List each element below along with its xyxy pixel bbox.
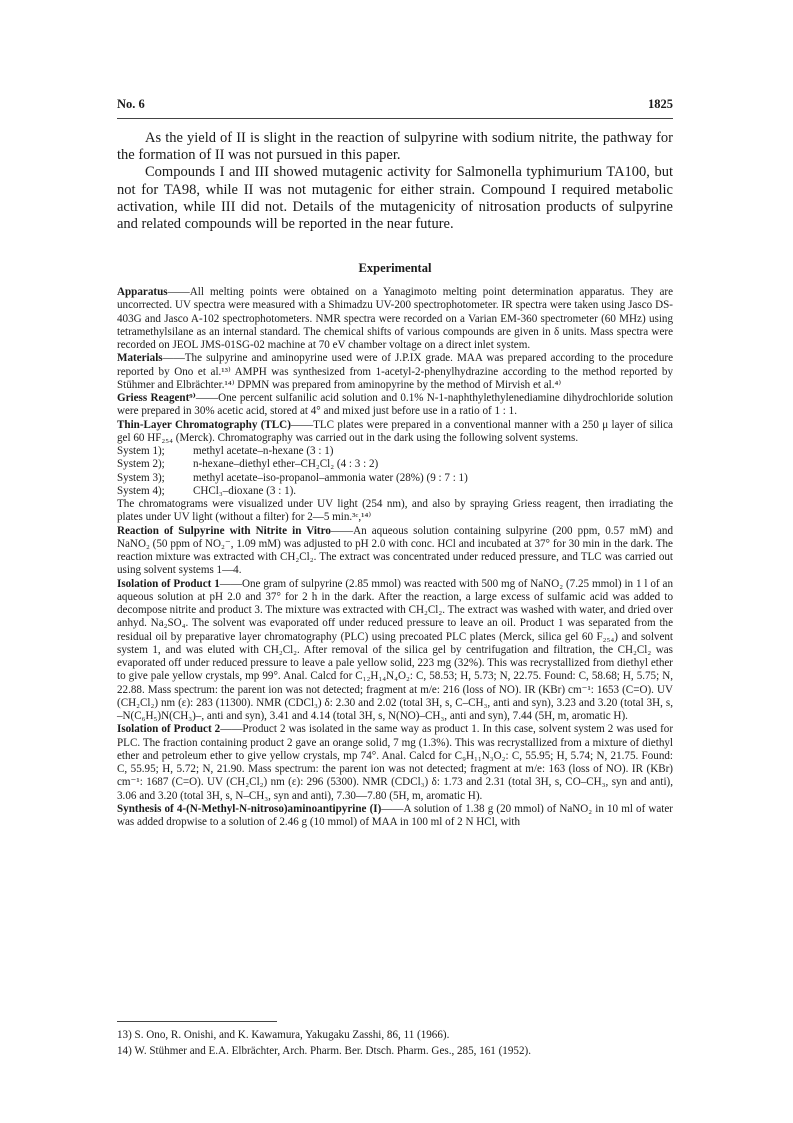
- section-text: ——One percent sulfanilic acid solution and 0.1% N-1-naphthylethylenediamine dihydrochloride solution were prepared in 30% acetic acid, stored at 4° and mixed just before use in a ratio of 1 : 1.: [117, 392, 673, 418]
- section-heading: Thin-Layer Chromatography (TLC): [117, 418, 291, 431]
- section-heading: Synthesis of 4-(N-Methyl-N-nitroso)aminoantipyrine (I): [117, 802, 382, 815]
- system-value: CHCl₃–dioxane (3 : 1).: [193, 484, 297, 497]
- section-heading: Reaction of Sulpyrine with Nitrite in Vitro: [117, 524, 331, 537]
- system-value: methyl acetate–iso-propanol–ammonia water (28%) (9 : 7 : 1): [193, 471, 468, 484]
- list-item: [117, 445, 673, 458]
- section-text: ——Product 2 was isolated in the same way as product 1. In this case, solvent system 2 was used for PLC. The fraction containing product 2 gave an orange solid, 7 mg (1.3%). This was recrystallized from a mixture of diethyl ether and petroleum ether to give yellow crystals, mp 74°. Anal. Calcd for C₉H₁₁N₃O₂: C, 55.95; H, 5.74; N, 21.75. Found: C, 55.95; H, 5.72; N, 21.90. Mass spectrum: the parent ion was not detected; fragment at m/e: 163 (loss of NO). IR (KBr) cm⁻¹: 1687 (C=O). UV (CH₂Cl₂) nm (ε): 296 (5300). NMR (CDCl₃) δ: 1.73 and 2.31 (total 3H, s, CO–CH₃, syn and anti), 3.06 and 3.20 (total 3H, s, N–CH₃, syn and anti), 7.30—7.80 (5H, m, aromatic H).: [117, 723, 674, 802]
- footnote: 13) S. Ono, R. Onishi, and K. Kawamura, Yakugaku Zasshi, 86, 11 (1966).: [117, 1029, 450, 1041]
- materials-paragraph: [117, 352, 673, 392]
- synthesis-paragraph: [117, 803, 673, 830]
- system-label: System 3);: [117, 471, 165, 484]
- section-text: ——TLC plates were prepared in a conventional manner with a 250 μ layer of silica gel 60 HF₂₅₄ (Merck). Chromatography was carried out in the dark using the following solvent systems.: [117, 418, 673, 444]
- experimental-body: [117, 286, 673, 829]
- footnotes: [117, 1027, 687, 1059]
- section-heading: Materials: [117, 352, 163, 365]
- footnote-rule: [117, 1021, 277, 1022]
- list-item: [117, 472, 673, 485]
- product1-paragraph: [117, 578, 673, 724]
- list-item: [117, 485, 673, 498]
- section-heading: Isolation of Product 2: [117, 723, 221, 736]
- system-label: System 4);: [117, 484, 165, 497]
- system-label: System 2);: [117, 458, 165, 471]
- page-header: [117, 97, 673, 113]
- system-value: methyl acetate–n-hexane (3 : 1): [193, 445, 334, 457]
- griess-paragraph: [117, 392, 673, 419]
- footnote: 14) W. Stühmer and E.A. Elbrächter, Arch. Pharm. Ber. Dtsch. Pharm. Ges., 285, 161 (1952).: [117, 1045, 531, 1057]
- section-text: ——A solution of 1.38 g (20 mmol) of NaNO₂ in 10 ml of water was added dropwise to a solution of 2.46 g (10 mmol) of MAA in 100 ml of 2 N HCl, with: [117, 802, 674, 828]
- reaction-paragraph: [117, 525, 673, 578]
- header-rule: [117, 118, 673, 119]
- intro-paragraph: As the yield of II is slight in the reaction of sulpyrine with sodium nitrite, the pathway for the formation of II was not pursued in this paper.: [117, 130, 673, 164]
- apparatus-paragraph: [117, 286, 673, 352]
- solvent-systems-list: [117, 445, 673, 498]
- intro-text: [117, 130, 673, 233]
- tlc-visualization-paragraph: The chromatograms were visualized under UV light (254 nm), and also by spraying Griess reagent, then irradiating the plates under UV light (without a filter) for 2—5 min.³ᶜ,¹⁴⁾: [117, 498, 673, 524]
- section-heading: Apparatus: [117, 286, 168, 298]
- system-label: System 1);: [117, 445, 165, 457]
- experimental-heading: Experimental: [358, 261, 432, 275]
- tlc-paragraph: [117, 419, 673, 446]
- intro-paragraph: Compounds I and III showed mutagenic activity for Salmonella typhimurium TA100, but not for TA98, while II was not mutagenic for either strain. Compound I required metabolic activation, while III did not. Details of the mutagenicity of nitrosation products of sulpyrine and related compounds will be reported in the near future.: [117, 164, 673, 233]
- section-text: ——An aqueous solution containing sulpyrine (200 ppm, 0.57 mM) and NaNO₂ (50 ppm of NO₂⁻, 1.09 mM) was adjusted to pH 2.0 with conc. HCl and incubated at 37° for 30 min in the dark. The reaction mixture was extracted with CH₂Cl₂. The extract was concentrated under reduced pressure, and TLC was carried out using solvent systems 1—4.: [117, 524, 673, 577]
- list-item: [117, 458, 673, 471]
- section-heading: Isolation of Product 1: [117, 577, 220, 590]
- issue-number: No. 6: [117, 97, 145, 111]
- system-value: n-hexane–diethyl ether–CH₂Cl₂ (4 : 3 : 2): [193, 458, 379, 471]
- section-text: ——The sulpyrine and aminopyrine used were of J.P.IX grade. MAA was prepared according to the procedure reported by Ono et al.¹³⁾ AMPH was synthesized from 1-acetyl-2-phenylhydrazine according to the method reported by Stühmer and Elbrächter.¹⁴⁾ DPMN was prepared from aminopyrine by the method of Mirvish et al.⁴⁾: [117, 352, 673, 391]
- section-text: ——All melting points were obtained on a Yanagimoto melting point determination apparatus. They are uncorrected. UV spectra were measured with a Shimadzu UV-200 spectrophotometer. IR spectra were taken using Jasco DS-403G and Jasco A-102 spectrophotometers. NMR spectra were recorded on a Varian EM-360 spectrometer (60 MHz) using tetramethylsilane as an internal standard. The chemical shifts of various compounds are given in δ units. Mass spectra were recorded on JEOL JMS-01SG-02 machine at 70 eV chamber voltage on a direct inlet system.: [117, 286, 673, 351]
- page-number: 1825: [648, 97, 673, 111]
- section-heading: Griess Reagent⁹⁾: [117, 392, 196, 404]
- product2-paragraph: [117, 723, 673, 803]
- section-text: ——One gram of sulpyrine (2.85 mmol) was reacted with 500 mg of NaNO₂ (7.25 mmol) in 1 l of an aqueous solution at pH 2.0 and 37° for 2 h in the dark. After the reaction, a large excess of sulfamic acid was added to decompose nitrite and product 3. The mixture was extracted with CH₂Cl₂. The extract was washed with water, and dried over anhyd. Na₂SO₄. The solvent was evaporated off under reduced pressure to leave an oil. Product 1 was separated from the residual oil by preparative layer chromatography (PLC) using precoated PLC plates (Merck, silica gel 60 F₂₅₄) and solvent system 1, and was eluted with CH₂Cl₂. After removal of the silica gel by centrifugation and filtration, the CH₂Cl₂ was evaporated off under reduced pressure to leave a pale yellow solid, 223 mg (32%). This was recrystallized from diethyl ether to give pale yellow crystals, mp 99°. Anal. Calcd for C₁₂H₁₄N₄O₂: C, 58.53; H, 5.73; N, 22.75. Found: C, 58.68; H, 5.75; N, 22.88. Mass spectrum: the parent ion was not detected; fragment at m/e: 216 (loss of NO). IR (KBr) cm⁻¹: 1653 (C=O). UV (CH₂Cl₂) nm (ε): 283 (11300). NMR (CDCl₃) δ: 2.30 and 2.02 (total 3H, s, C–CH₃, anti and syn), 3.23 and 3.20 (total 3H, s, –N(C₆H₅)N(CH₃)–, anti and syn), 3.41 and 4.14 (total 3H, s, N(NO)–CH₃, anti and syn), 7.44 (5H, m, aromatic H).: [117, 577, 673, 722]
